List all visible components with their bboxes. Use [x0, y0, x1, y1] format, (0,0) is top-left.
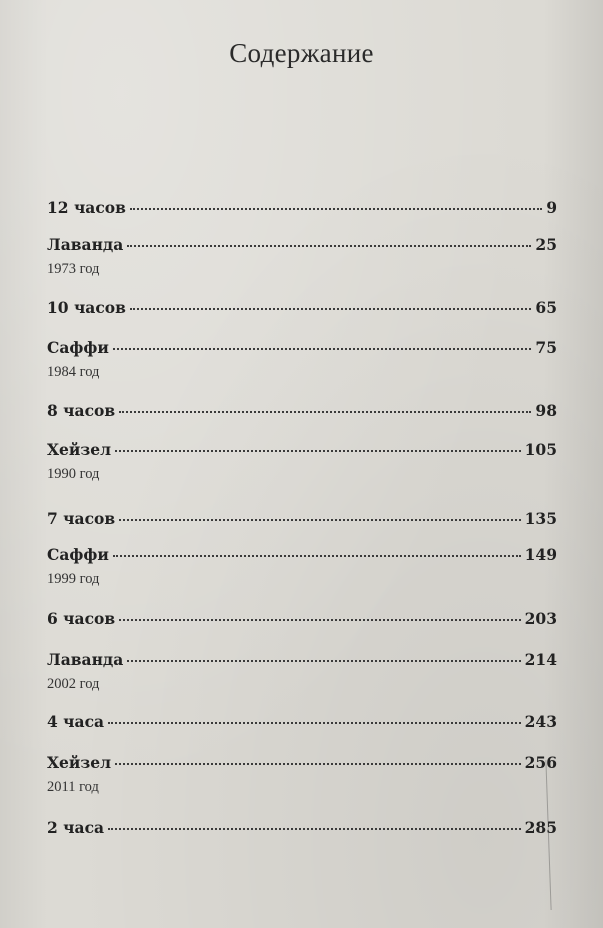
toc-row — [47, 609, 557, 628]
toc-entry — [47, 650, 557, 692]
dot-leader — [119, 619, 521, 621]
dot-leader — [130, 208, 542, 210]
toc-entry-year: 1984 год — [47, 364, 100, 380]
toc-entry-title: Лаванда — [47, 650, 124, 669]
toc-row — [47, 712, 557, 731]
toc-entry-title: 8 часов — [47, 401, 116, 420]
toc-entry-page: 203 — [524, 609, 557, 628]
toc-entry — [47, 712, 557, 738]
toc-entry — [47, 401, 557, 427]
toc-entry-page: 9 — [546, 198, 557, 217]
toc-entry-page: 149 — [524, 545, 557, 564]
toc-entry-title: 12 часов — [47, 198, 126, 217]
dot-leader — [119, 519, 521, 521]
toc-row — [47, 545, 557, 564]
toc-entry-year: 2002 год — [47, 676, 100, 692]
toc-row — [47, 753, 557, 772]
toc-row — [47, 338, 557, 357]
toc-entry-page: 256 — [524, 753, 557, 772]
dot-leader — [130, 308, 532, 310]
toc-row — [47, 235, 557, 254]
toc-entry-page: 25 — [535, 235, 557, 254]
toc-row — [47, 401, 557, 420]
toc-entry-title: 7 часов — [47, 509, 116, 528]
dot-leader — [127, 660, 520, 662]
toc-entry-year: 1990 год — [47, 466, 100, 482]
toc-entry-page: 65 — [535, 298, 557, 317]
toc-entry-title: Саффи — [47, 338, 109, 357]
toc-entry-title: Хейзел — [47, 753, 112, 772]
toc-entry — [47, 509, 557, 535]
dot-leader — [119, 411, 531, 413]
toc-entry-title: Саффи — [47, 545, 109, 564]
dot-leader — [115, 450, 521, 452]
dot-leader — [115, 763, 521, 765]
dot-leader — [108, 722, 521, 724]
toc-entry-title: 10 часов — [47, 298, 126, 317]
toc-entry-page: 243 — [524, 712, 557, 731]
toc-entry-year: 1999 год — [47, 571, 100, 587]
toc-entry-title: 4 часа — [47, 712, 105, 731]
toc-entry-year: 2011 год — [47, 779, 99, 795]
toc-entry — [47, 298, 557, 324]
toc-row — [47, 198, 557, 217]
dot-leader — [127, 245, 531, 247]
toc-entry-page: 98 — [535, 401, 557, 420]
toc-row — [47, 818, 557, 837]
dot-leader — [108, 828, 521, 830]
toc-entry-title: 2 часа — [47, 818, 105, 837]
toc-entry-page: 75 — [535, 338, 557, 357]
toc-entry-title: Хейзел — [47, 440, 112, 459]
toc-row — [47, 509, 557, 528]
toc-entry-year: 1973 год — [47, 261, 100, 277]
toc-entry — [47, 753, 557, 795]
toc-entry-page: 105 — [524, 440, 557, 459]
toc-entry-title: 6 часов — [47, 609, 116, 628]
page-title: Содержание — [229, 38, 374, 68]
toc-entry — [47, 818, 557, 844]
toc-entry-title: Лаванда — [47, 235, 124, 254]
toc-entry-page: 285 — [524, 818, 557, 837]
dot-leader — [113, 555, 521, 557]
toc-entry-page: 214 — [524, 650, 557, 669]
toc-entry — [47, 440, 557, 482]
toc-entry — [47, 338, 557, 380]
toc-row — [47, 650, 557, 669]
toc-entry — [47, 609, 557, 635]
toc-entry — [47, 198, 557, 224]
toc-row — [47, 298, 557, 317]
toc-entry — [47, 545, 557, 587]
dot-leader — [113, 348, 532, 350]
toc-row — [47, 440, 557, 459]
toc-entry — [47, 235, 557, 277]
toc-entry-page: 135 — [524, 509, 557, 528]
